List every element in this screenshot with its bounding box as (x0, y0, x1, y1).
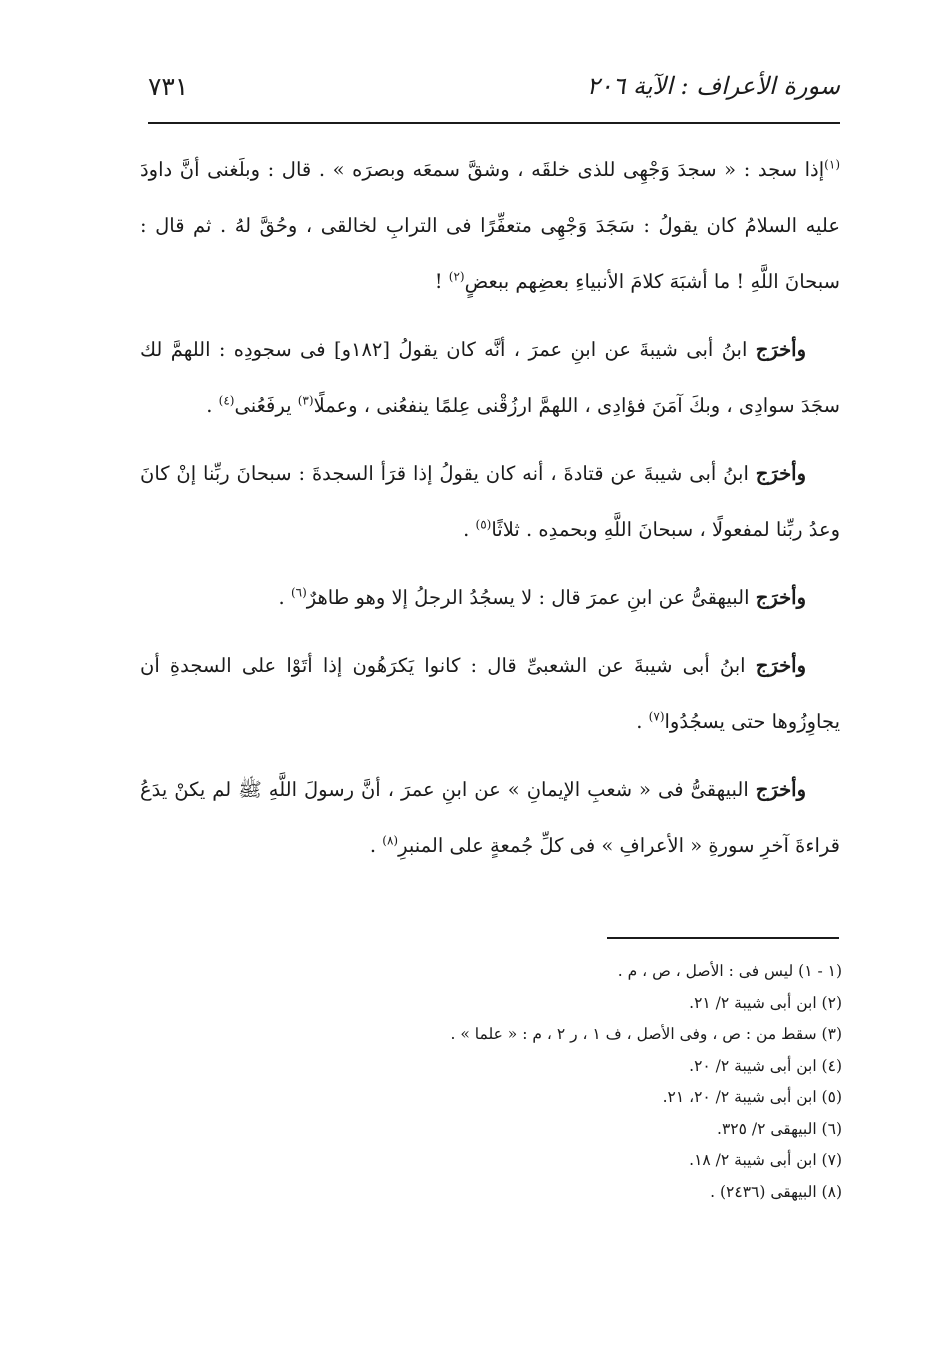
footnote-5: (٥) ابن أبى شيبة ٢/ ٢٠، ٢١. (662, 1088, 842, 1106)
paragraph-text: ابنُ أبى شيبةَ عن قتادةَ ، أنه كان يقولُ إذا قرَأ السجدةَ : سبحانَ ربِّنا إنْ كانَ وعدُ ربِّنا لمفعولًا ، سبحانَ اللَّهِ وبحمدِه . ثلاثًا (140, 462, 840, 541)
paragraph-lead: وأخرَج (755, 654, 806, 677)
footnote-marker: (٤) (218, 393, 235, 408)
footnote-2: (٢) ابن أبى شيبة ٢/ ٢١. (689, 993, 842, 1012)
page-number: ٧٣١ (148, 72, 189, 101)
paragraph-3 (140, 446, 840, 558)
footnote-marker: (٧) (648, 709, 665, 724)
paragraph-text: البيهقىُّ فى « شعبِ الإيمانِ » عن ابنِ عمرَ ، أنَّ رسولَ اللَّهِ ﷺ لم يكنْ يدَعُ قراءةَ آخرِ سورةِ « الأعرافِ » فى كلِّ جُمعةٍ على المنبرِ (140, 778, 840, 857)
paragraph-lead: وأخرَج (755, 778, 806, 801)
footnote-rule (607, 937, 839, 939)
paragraph-6 (140, 762, 840, 874)
paragraph-end: . (463, 518, 476, 541)
footnote-marker: (٢) (448, 269, 465, 284)
paragraph-end: . (636, 710, 649, 733)
paragraph-4 (140, 570, 840, 626)
paragraph-end: . (369, 834, 383, 857)
paragraph-1 (140, 142, 840, 310)
paragraph-text: إذا سجد : « سجدَ وَجْهِى للذى خلقَه ، وشقَّ سمعَه وبصرَه » . قال : وبلَغنى أنَّ داودَ عليه السلامُ كان يقولُ : سَجَدَ وَجْهِى متعفِّرًا فى الترابِ لخالقى ، وحُقَّ لهُ . ثم قال : سبحانَ اللَّهِ ! ما أشبَهَ كلامَ الأنبياءِ بعضِهم ببعضٍ (140, 158, 840, 293)
paragraph-2 (140, 322, 840, 434)
footnote-6: (٦) البيهقى ٢/ ٣٢٥. (717, 1119, 842, 1138)
paragraph-5 (140, 638, 840, 750)
footnote-marker: (٨) (382, 833, 399, 848)
paragraph-lead: وأخرَج (755, 338, 806, 361)
paragraph-lead: وأخرَج (755, 462, 806, 485)
footnote-4: (٤) ابن أبى شيبة ٢/ ٢٠. (689, 1056, 842, 1075)
footnote-marker: (٦) (290, 585, 307, 600)
footnote-8: (٨) البيهقى (٢٤٣٦) . (710, 1182, 842, 1201)
footnote-marker: (٣) (297, 393, 314, 408)
paragraph-text: البيهقىُّ عن ابنِ عمرَ قال : لا يسجُدُ الرجلُ إلا وهو طاهرٌ (306, 586, 756, 609)
running-title: سورة الأعراف : الآية ٢٠٦ (586, 72, 840, 100)
footnotes (380, 956, 842, 1208)
footnote-marker: (٥) (475, 517, 492, 532)
running-header (148, 72, 840, 112)
paragraph-text-continued: يرفَعُنى (234, 394, 298, 417)
paragraph-text: ابنُ أبى شيبةَ عن الشعبىِّ قال : كانوا يَكرَهُون إذا أتَوْا على السجدةِ أن يجاوِزُوها حتى يسجُدُوا (140, 654, 840, 733)
paragraph-end: . (278, 586, 291, 609)
body-text (140, 142, 840, 886)
paragraph-text: ابنُ أبى شيبةَ عن ابنِ عمرَ ، أنَّه كان يقولُ [١٨٢و] فى سجودِه : اللهمَّ لك سجَدَ سوادِى ، وبكَ آمَنَ فؤادِى ، اللهمَّ ارزُقْنى عِلمًا ينفعُنى ، وعملًا (140, 338, 840, 417)
paragraph-lead: وأخرَج (755, 586, 806, 609)
paragraph-end: ! (434, 270, 449, 293)
footnote-7: (٧) ابن أبى شيبة ٢/ ١٨. (689, 1151, 842, 1169)
header-rule (148, 122, 840, 124)
footnote-marker-open: (١) (824, 157, 840, 172)
paragraph-end: . (206, 394, 219, 417)
footnote-1: (١ - ١) ليس فى : الأصل ، ص ، م . (617, 962, 842, 980)
footnote-3: (٣) سقط من : ص ، وفى الأصل ، ف ١ ، ر ٢ ، م : « علما » . (450, 1025, 842, 1043)
